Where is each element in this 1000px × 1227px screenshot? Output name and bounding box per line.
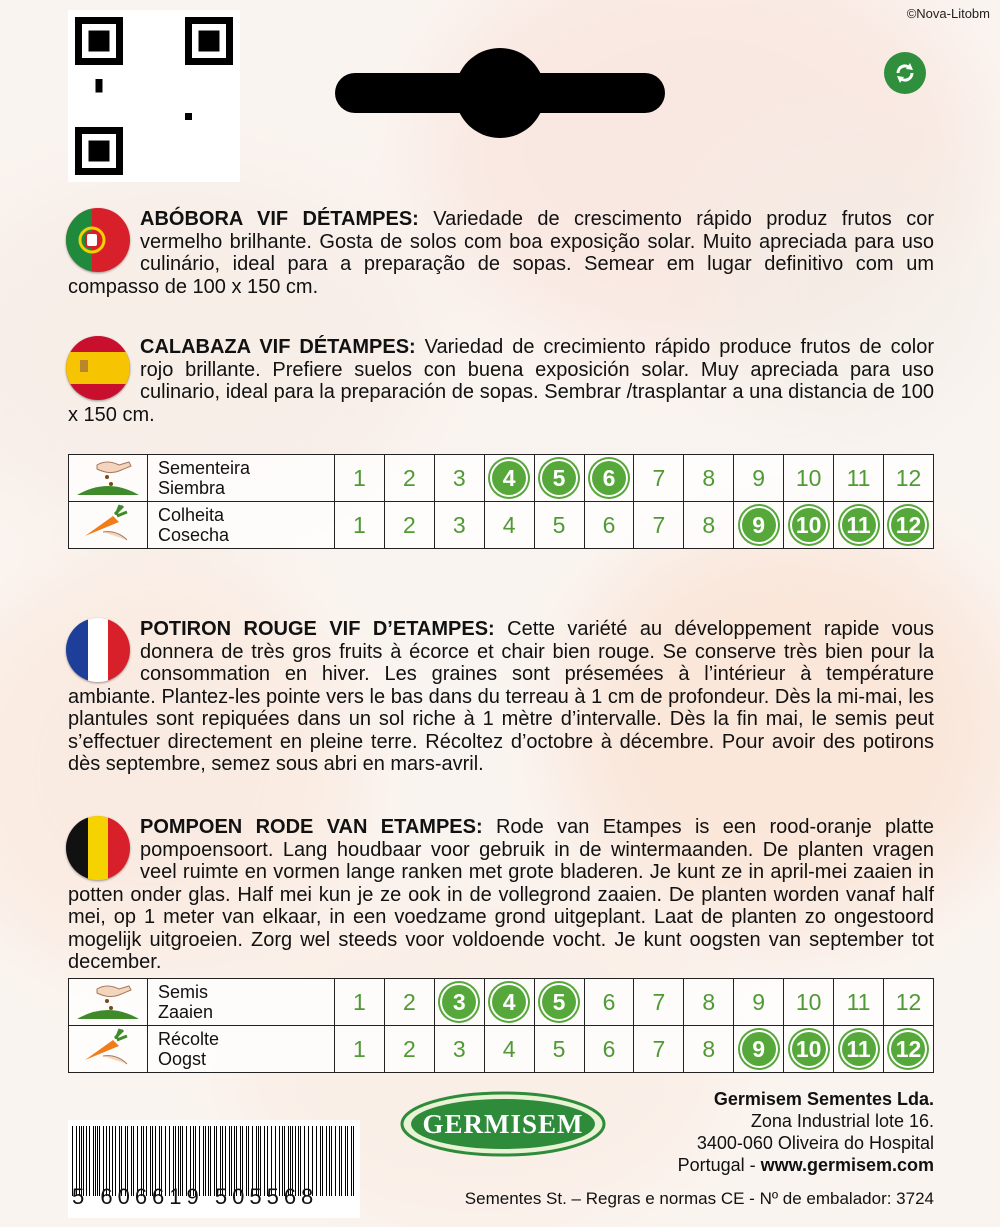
month-cell — [484, 1026, 534, 1073]
month-cell — [335, 502, 385, 549]
month-10: 10 — [790, 506, 828, 544]
month-cell — [584, 1026, 634, 1073]
section-es-heading: CALABAZA VIF DÉTAMPES: — [140, 336, 416, 358]
month-1: 1 — [353, 989, 366, 1015]
month-5: 5 — [540, 983, 578, 1021]
month-10: 10 — [795, 465, 822, 491]
month-cell — [734, 979, 784, 1026]
month-cell — [584, 502, 634, 549]
month-cell — [684, 1026, 734, 1073]
month-cell — [534, 502, 584, 549]
section-fr-text: Cette variété au développement rapide vous donnera de très gros fruits à écorce et chair bien rouge. Se conserve très bien pour la consommation en hiver. Les graines sont présemées à l’intérieur à température ambiante. Plantez-les pointe vers le bas dans du terreau à 1 cm de profondeur. Dès la mi-mai, les plantules sont repiquées dans un sol riche à 1 mètre d’intervalle. Dès la fin mai, le semis peut s’effectuer directement en pleine terre. Récoltez d’octobre à décembre. Pour avoir des potirons dès septembre, semez sous abri en mars-avril. — [68, 618, 934, 775]
copyright-text: ©Nova-Litobm — [906, 6, 990, 21]
month-6: 6 — [590, 459, 628, 497]
section-nl-text: Rode van Etampes is een rood-oranje platte pompoensoort. Lang houdbaar voor gebruik in de wintermaanden. De planten vragen veel ruimte en vormen lange ranken met grote bladeren. Je kunt ze in april-mei zaaien in potten onder glas. Half mei kun je ze ook in de vollegrond zaaien. De planten worden vanaf half mei, op 1 meter van elkaar, in een voedzame grond uitgeplant. Laat de planten zo ongestoord mogelijk uitgroeien. Zorg wel steeds voor voldoende vocht. Je kunt oogsten van september tot december. — [68, 816, 934, 973]
sowing-label-es: Siembra — [158, 478, 226, 498]
month-5: 5 — [540, 459, 578, 497]
qr-code-icon — [68, 10, 240, 182]
month-cell — [584, 455, 634, 502]
month-7: 7 — [652, 1036, 666, 1062]
harvest-label — [148, 1026, 335, 1073]
sowing-row — [69, 979, 934, 1026]
month-1: 1 — [353, 465, 366, 491]
address-line3 — [678, 1154, 934, 1176]
month-cell — [335, 979, 385, 1026]
section-pt-text: Variedade de crescimento rápido produz frutos cor vermelho brilhante. Gosta de solos com boa exposição solar. Muito apreciada para uso culinário, ideal para a preparação de sopas. Semear em lugar definitivo com um compasso de 100 x 150 cm. — [68, 208, 935, 298]
month-cell — [484, 979, 534, 1026]
green-dot-icon — [884, 52, 926, 94]
month-cell — [434, 1026, 484, 1073]
section-pt — [68, 208, 934, 298]
month-2: 2 — [402, 465, 416, 491]
harvest-label-fr: Récolte — [158, 1029, 220, 1049]
harvest-label-nl: Oogst — [158, 1049, 207, 1069]
month-cell — [335, 1026, 385, 1073]
harvest-label-pt: Colheita — [158, 505, 225, 525]
month-cell — [784, 979, 834, 1026]
month-3: 3 — [452, 512, 466, 538]
month-7: 7 — [652, 989, 666, 1015]
month-cell — [434, 979, 484, 1026]
month-2: 2 — [402, 1036, 416, 1062]
month-cell — [734, 455, 784, 502]
month-cell — [784, 502, 834, 549]
month-cell — [634, 979, 684, 1026]
month-cell — [534, 455, 584, 502]
month-cell — [634, 455, 684, 502]
month-12: 12 — [889, 1030, 927, 1068]
sowing-hand-icon — [69, 979, 148, 1026]
month-8: 8 — [702, 989, 716, 1015]
month-cell — [434, 455, 484, 502]
month-cell — [684, 979, 734, 1026]
month-cell — [834, 455, 884, 502]
barcode-number: 5 606619 505568 — [72, 1184, 319, 1209]
sowing-label — [148, 455, 335, 502]
calendar-table-pt-es — [68, 454, 934, 549]
hang-hole-icon — [335, 48, 665, 138]
month-9: 9 — [752, 465, 766, 491]
month-6: 6 — [602, 1036, 616, 1062]
section-es — [68, 336, 934, 426]
month-cell — [883, 455, 933, 502]
calendar-table-fr-nl — [68, 978, 934, 1073]
month-12: 12 — [889, 506, 927, 544]
month-cell — [335, 455, 385, 502]
month-2: 2 — [402, 989, 416, 1015]
month-4: 4 — [490, 983, 528, 1021]
address-line2: 3400-060 Oliveira do Hospital — [696, 1133, 934, 1153]
month-3: 3 — [452, 1036, 466, 1062]
month-2: 2 — [402, 512, 416, 538]
month-11: 11 — [846, 465, 871, 491]
month-cell — [784, 455, 834, 502]
month-8: 8 — [702, 465, 716, 491]
website-link[interactable]: www.germisem.com — [760, 1155, 934, 1175]
month-cell — [883, 979, 933, 1026]
month-10: 10 — [795, 989, 822, 1015]
month-cell — [534, 979, 584, 1026]
month-11: 11 — [846, 989, 871, 1015]
month-cell — [434, 502, 484, 549]
month-6: 6 — [602, 512, 616, 538]
month-cell — [684, 502, 734, 549]
company-name: Germisem Sementes Lda. — [713, 1089, 934, 1109]
month-4: 4 — [490, 459, 528, 497]
month-cell — [384, 1026, 434, 1073]
sowing-label-nl: Zaaien — [158, 1002, 214, 1022]
sowing-hand-icon — [69, 455, 148, 502]
month-cell — [384, 455, 434, 502]
address-line1: Zona Industrial lote 16. — [750, 1111, 934, 1131]
section-nl-heading: POMPOEN RODE VAN ETAMPES: — [140, 816, 483, 838]
month-7: 7 — [652, 465, 666, 491]
harvest-row — [69, 1026, 934, 1073]
month-cell — [734, 502, 784, 549]
month-7: 7 — [652, 512, 666, 538]
month-cell — [634, 1026, 684, 1073]
section-fr-heading: POTIRON ROUGE VIF D’ETAMPES: — [140, 618, 495, 640]
month-cell — [384, 979, 434, 1026]
month-8: 8 — [702, 512, 716, 538]
month-cell — [784, 1026, 834, 1073]
harvest-row — [69, 502, 934, 549]
section-nl — [68, 816, 934, 974]
address-separator: - — [744, 1155, 761, 1175]
month-cell — [384, 502, 434, 549]
sowing-label-fr: Semis — [158, 982, 209, 1002]
month-cell — [883, 1026, 933, 1073]
month-cell — [883, 502, 933, 549]
month-8: 8 — [702, 1036, 716, 1062]
month-5: 5 — [552, 1036, 566, 1062]
section-es-text: Variedad de crecimiento rápido produce frutos de color rojo brillante. Prefiere suelos con buena exposición solar. Muy apreciada para uso culinario, ideal para la preparación de sopas. Sembrar /trasplantar a una distancia de 100 x 150 cm. — [68, 336, 934, 426]
month-11: 11 — [840, 1030, 878, 1068]
sowing-row — [69, 455, 934, 502]
harvest-carrot-icon — [69, 502, 148, 549]
month-12: 12 — [895, 989, 922, 1015]
company-address — [678, 1088, 934, 1176]
month-10: 10 — [790, 1030, 828, 1068]
germisem-logo-text: GERMISEM — [422, 1109, 584, 1139]
month-cell — [484, 455, 534, 502]
month-3: 3 — [452, 465, 466, 491]
month-9: 9 — [752, 989, 766, 1015]
month-1: 1 — [353, 512, 366, 538]
month-cell — [834, 502, 884, 549]
section-fr — [68, 618, 934, 776]
month-cell — [734, 1026, 784, 1073]
sowing-label — [148, 979, 335, 1026]
month-cell — [534, 1026, 584, 1073]
month-cell — [584, 979, 634, 1026]
sowing-label-pt: Sementeira — [158, 458, 251, 478]
month-3: 3 — [440, 983, 478, 1021]
month-5: 5 — [552, 512, 566, 538]
month-1: 1 — [353, 1036, 366, 1062]
address-country: Portugal — [677, 1155, 745, 1175]
month-11: 11 — [840, 506, 878, 544]
month-cell — [834, 979, 884, 1026]
section-pt-heading: ABÓBORA VIF DÉTAMPES: — [140, 208, 419, 230]
month-9: 9 — [740, 1030, 778, 1068]
regulation-footer: Sementes St. – Regras e normas CE - Nº de embalador: 3724 — [464, 1189, 934, 1208]
germisem-logo — [400, 1090, 606, 1158]
month-4: 4 — [502, 1036, 516, 1062]
harvest-label — [148, 502, 335, 549]
month-9: 9 — [740, 506, 778, 544]
month-12: 12 — [895, 465, 922, 491]
month-cell — [684, 455, 734, 502]
harvest-carrot-icon — [69, 1026, 148, 1073]
month-cell — [634, 502, 684, 549]
month-cell — [484, 502, 534, 549]
month-6: 6 — [602, 989, 616, 1015]
month-4: 4 — [502, 512, 516, 538]
harvest-label-es: Cosecha — [158, 525, 230, 545]
month-cell — [834, 1026, 884, 1073]
